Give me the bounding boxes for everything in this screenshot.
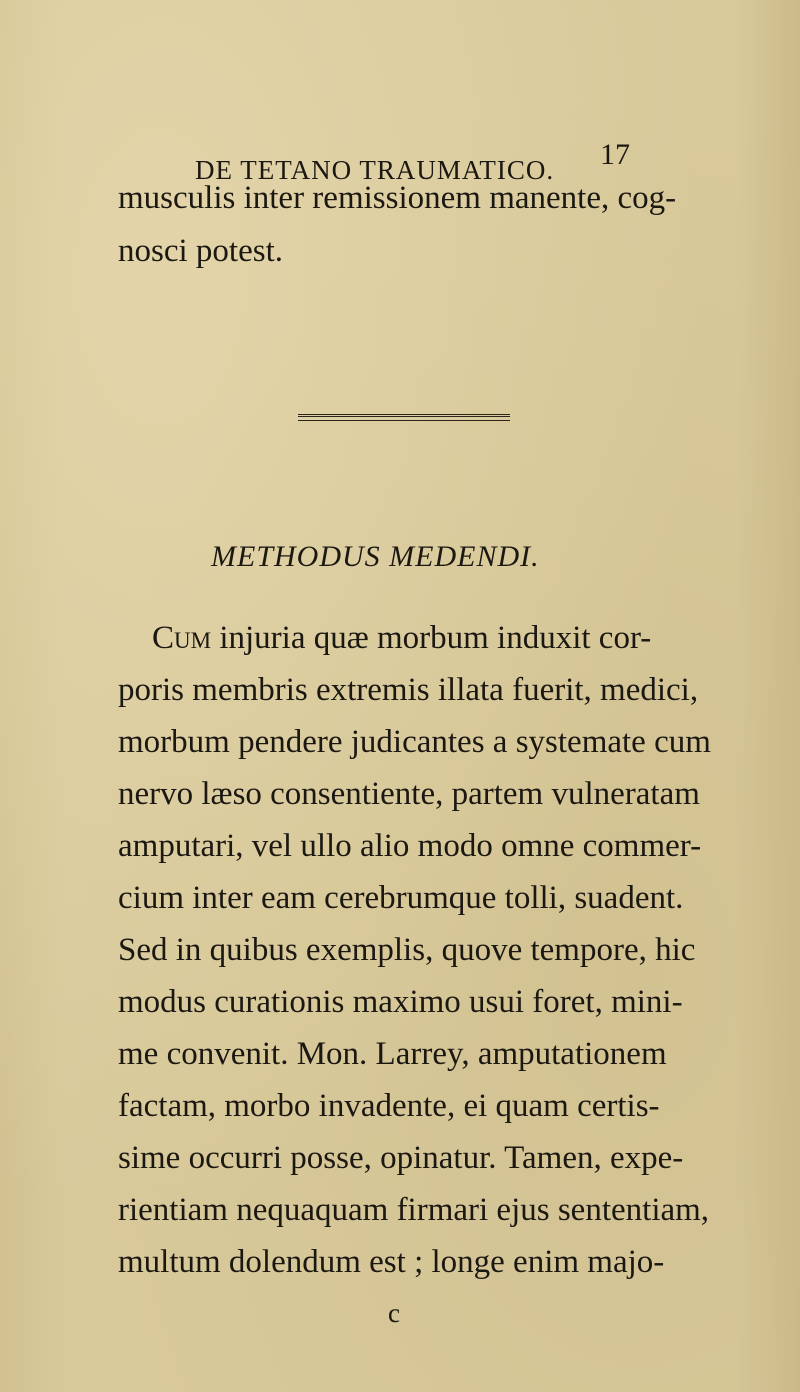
section-title: METHODUS MEDENDI. xyxy=(211,540,540,573)
text-line: sime occurri posse, opinatur. Tamen, expe- xyxy=(118,1140,684,1176)
text-line: cium inter eam cerebrumque tolli, suadent. xyxy=(118,880,684,916)
text-line: factam, morbo invadente, ei quam certis- xyxy=(118,1088,660,1124)
running-head: DE TETANO TRAUMATICO. xyxy=(195,155,555,185)
text-line: multum dolendum est ; longe enim majo- xyxy=(118,1244,665,1280)
text-line: nervo læso consentiente, partem vulneratam xyxy=(118,776,700,812)
text-line: Sed in quibus exemplis, quove tempore, hic xyxy=(118,932,696,968)
text-line: morbum pendere judicantes a systemate cum xyxy=(118,724,711,760)
text-line: amputari, vel ullo alio modo omne commer- xyxy=(118,828,702,864)
text-line: rientiam nequaquam firmari ejus sententiam, xyxy=(118,1192,710,1228)
signature-mark: c xyxy=(388,1298,400,1328)
paragraph-first-line xyxy=(152,618,651,658)
text-line: musculis inter remissionem manente, cog- xyxy=(118,180,677,216)
text-line: modus curationis maximo usui foret, mini- xyxy=(118,984,683,1020)
text-line: me convenit. Mon. Larrey, amputationem xyxy=(118,1036,667,1072)
text-line: nosci potest. xyxy=(118,233,283,269)
first-line-text: injuria quæ morbum induxit cor- xyxy=(211,620,652,656)
section-divider-rule xyxy=(298,414,510,421)
initial-word: Cum xyxy=(152,620,212,656)
text-line: poris membris extremis illata fuerit, medici, xyxy=(118,672,699,708)
page-number: 17 xyxy=(600,138,630,171)
